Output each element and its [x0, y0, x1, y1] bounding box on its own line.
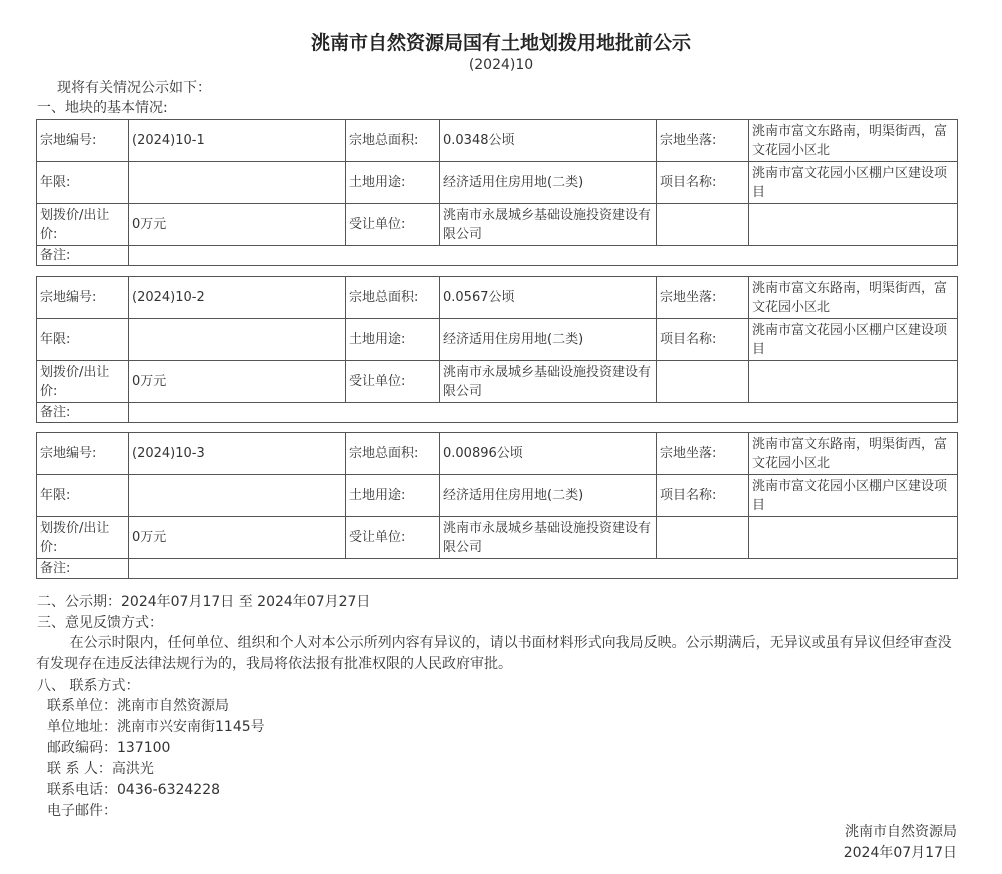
value-project: 洮南市富文花园小区棚户区建设项目 — [749, 319, 958, 361]
section2-period: 二、公示期：2024年07月17日 至 2024年07月27日 — [37, 594, 371, 610]
label-location: 宗地坐落: — [657, 120, 749, 162]
label-assignee: 受让单位: — [346, 204, 440, 246]
empty-cell — [657, 517, 749, 559]
label-price: 划拨价/出让价: — [37, 517, 129, 559]
label-location: 宗地坐落: — [657, 433, 749, 475]
value-area: 0.0567公顷 — [440, 277, 657, 319]
value-use: 经济适用住房用地(二类) — [440, 475, 657, 517]
table-row — [37, 433, 958, 475]
value-price: 0万元 — [129, 361, 346, 403]
label-location: 宗地坐落: — [657, 277, 749, 319]
value-area: 0.0348公顷 — [440, 120, 657, 162]
value-area: 0.00896公顷 — [440, 433, 657, 475]
label-term: 年限: — [37, 319, 129, 361]
table-row — [37, 204, 958, 246]
parcel-table — [36, 119, 958, 266]
value-parcel-no: (2024)10-3 — [129, 433, 346, 475]
table-row — [37, 361, 958, 403]
label-project: 项目名称: — [657, 319, 749, 361]
label-parcel-no: 宗地编号: — [37, 120, 129, 162]
value-project: 洮南市富文花园小区棚户区建设项目 — [749, 475, 958, 517]
feedback-paragraph: 在公示时限内，任何单位、组织和个人对本公示所列内容有异议的，请以书面材料形式向我局反映。公示期满后，无异议或虽有异议但经审查没有发现存在违反法律法规行为的，我局将依法报有批准权限的人民政府审批。 — [36, 635, 952, 672]
empty-cell — [749, 204, 958, 246]
empty-cell — [749, 361, 958, 403]
label-area: 宗地总面积: — [346, 120, 440, 162]
label-remark: 备注: — [37, 246, 129, 266]
value-remark — [129, 559, 958, 579]
table-row — [37, 403, 958, 423]
value-location: 洮南市富文东路南，明渠街西，富文花园小区北 — [749, 277, 958, 319]
value-location: 洮南市富文东路南，明渠街西，富文花园小区北 — [749, 433, 958, 475]
value-remark — [129, 246, 958, 266]
doc-number: (2024)10 — [468, 57, 534, 73]
intro-text: 现将有关情况公示如下： — [57, 80, 211, 96]
contact-person: 联 系 人：高洪光 — [47, 761, 154, 777]
section3-heading: 三、意见反馈方式： — [37, 615, 163, 631]
signature-org: 洮南市自然资源局 — [845, 824, 957, 840]
value-parcel-no: (2024)10-1 — [129, 120, 346, 162]
parcel-table — [36, 276, 958, 423]
label-project: 项目名称: — [657, 162, 749, 204]
empty-cell — [749, 517, 958, 559]
table-row — [37, 246, 958, 266]
label-project: 项目名称: — [657, 475, 749, 517]
signature-date: 2024年07月17日 — [843, 845, 957, 861]
label-parcel-no: 宗地编号: — [37, 277, 129, 319]
label-area: 宗地总面积: — [346, 433, 440, 475]
value-parcel-no: (2024)10-2 — [129, 277, 346, 319]
value-project: 洮南市富文花园小区棚户区建设项目 — [749, 162, 958, 204]
contact-address: 单位地址：洮南市兴安南街1145号 — [47, 719, 265, 735]
value-assignee: 洮南市永晟城乡基础设施投资建设有限公司 — [440, 361, 657, 403]
label-assignee: 受让单位: — [346, 517, 440, 559]
value-assignee: 洮南市永晟城乡基础设施投资建设有限公司 — [440, 517, 657, 559]
label-price: 划拨价/出让价: — [37, 361, 129, 403]
label-term: 年限: — [37, 475, 129, 517]
value-remark — [129, 403, 958, 423]
parcel-table — [36, 432, 958, 579]
empty-cell — [657, 204, 749, 246]
value-term — [129, 475, 346, 517]
table-row — [37, 517, 958, 559]
table-row — [37, 319, 958, 361]
label-use: 土地用途: — [346, 319, 440, 361]
value-price: 0万元 — [129, 517, 346, 559]
label-remark: 备注: — [37, 559, 129, 579]
label-remark: 备注: — [37, 403, 129, 423]
empty-cell — [657, 361, 749, 403]
contact-email: 电子邮件： — [47, 803, 117, 819]
value-location: 洮南市富文东路南，明渠街西，富文花园小区北 — [749, 120, 958, 162]
value-use: 经济适用住房用地(二类) — [440, 162, 657, 204]
table-row — [37, 277, 958, 319]
contact-unit: 联系单位：洮南市自然资源局 — [47, 698, 229, 714]
label-parcel-no: 宗地编号: — [37, 433, 129, 475]
table-row — [37, 120, 958, 162]
table-row — [37, 475, 958, 517]
label-price: 划拨价/出让价: — [37, 204, 129, 246]
contact-postcode: 邮政编码：137100 — [47, 740, 171, 756]
value-assignee: 洮南市永晟城乡基础设施投资建设有限公司 — [440, 204, 657, 246]
value-term — [129, 162, 346, 204]
label-area: 宗地总面积: — [346, 277, 440, 319]
table-row — [37, 162, 958, 204]
label-term: 年限: — [37, 162, 129, 204]
notice-title: 洮南市自然资源局国有土地划拨用地批前公示 — [310, 32, 691, 54]
section1-heading: 一、地块的基本情况: — [37, 100, 168, 116]
value-use: 经济适用住房用地(二类) — [440, 319, 657, 361]
label-use: 土地用途: — [346, 475, 440, 517]
label-use: 土地用途: — [346, 162, 440, 204]
section8-heading: 八、 联系方式： — [37, 678, 140, 694]
value-term — [129, 319, 346, 361]
contact-phone: 联系电话：0436-6324228 — [47, 782, 221, 798]
value-price: 0万元 — [129, 204, 346, 246]
label-assignee: 受让单位: — [346, 361, 440, 403]
table-row — [37, 559, 958, 579]
